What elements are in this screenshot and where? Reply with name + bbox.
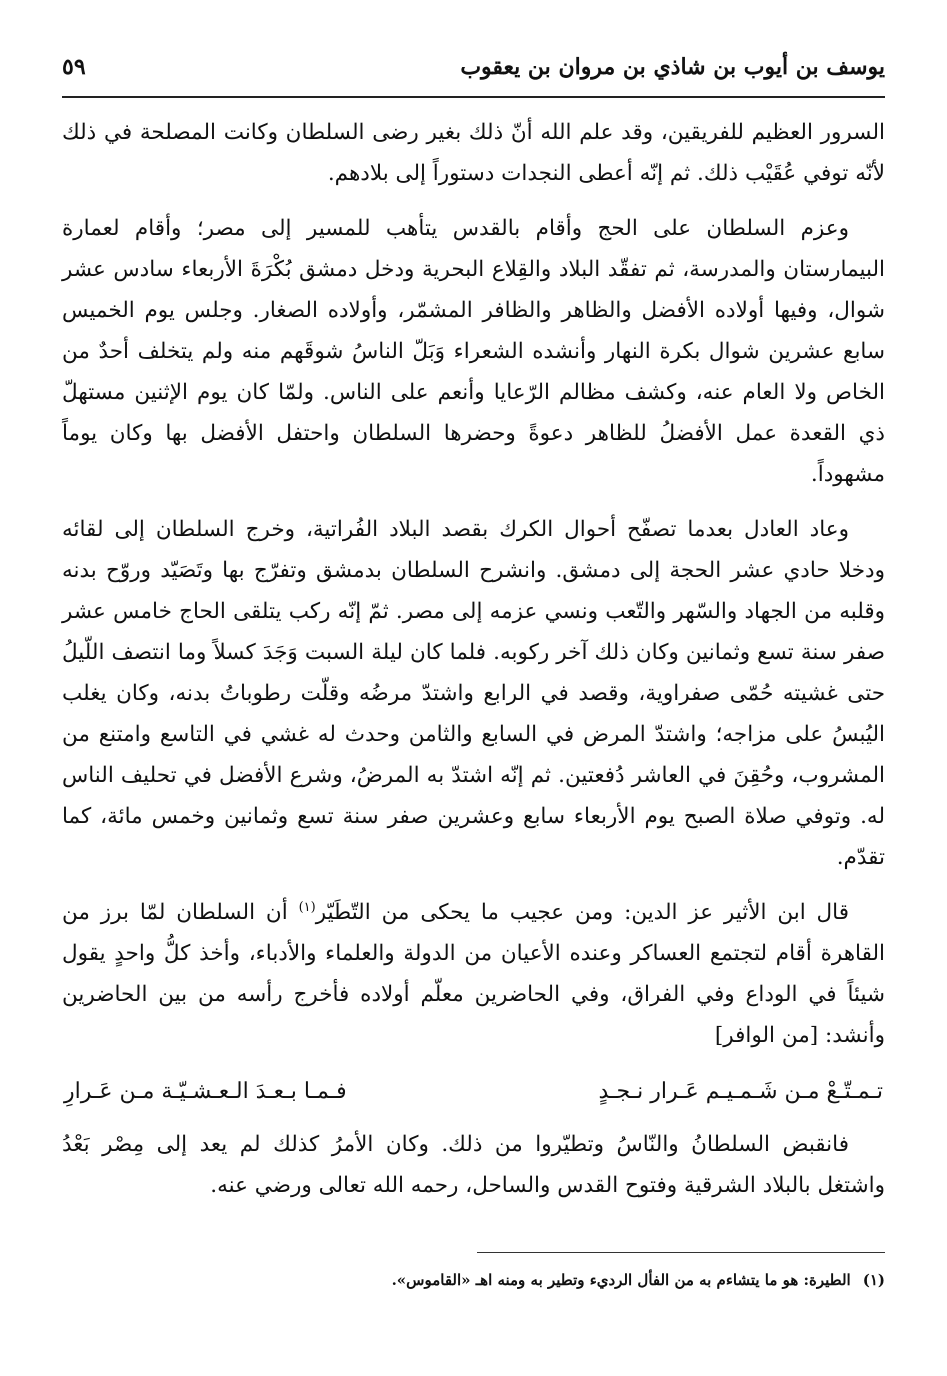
header-rule	[62, 96, 885, 98]
page-number: ٥٩	[62, 54, 86, 80]
page-body	[62, 112, 885, 1220]
closing-paragraph: فانقبض السلطانُ والنّاسُ وتطيّروا من ذلك. وكان الأمرُ كذلك لم يعد إلى مِصْر بَعْدُ واشتغل بالبلاد الشرقية وفتوح القدس والساحل، رحمه الله تعالى ورضي عنه.	[62, 1132, 885, 1198]
quote-intro-before: قال ابن الأثير عز الدين: ومن عجيب ما يحكى من التّطَيّر	[315, 900, 849, 925]
footnote-rule	[477, 1252, 885, 1253]
footnote-marker: (١)	[298, 899, 316, 915]
page-header	[62, 54, 885, 92]
quote-intro-after: أن السلطان لمّا برز من القاهرة أقام لتجتمع العساكر وعنده الأعيان من الدولة والعلماء والأدباء، وأخذ كلُّ واحدٍ يقول شيئاً في الوداع وفي الفراق، وفي الحاضرين معلّم أولاده فأخرج رأسه من بين الحاضرين وأنشد: [من الوافر]	[62, 900, 885, 1048]
paragraph-2: وعزم السلطان على الحج وأقام بالقدس يتأهب للمسير إلى مصر؛ وأقام لعمارة البيمارستان والمدرسة، ثم تفقّد البلاد والقِلاع البحرية ودخل دمشق بُكْرَةَ الأربعاء سادس عشر شوال، وفيها أولاده الأفضل والظاهر والظافر المشمّر، وأولاده الصغار. وجلس يوم الخميس سابع عشرين شوال بكرة النهار وأنشده الشعراء وَبَلّ الناسُ شوقَهم منه ولم يتخلف أحدٌ من الخاص ولا العام عنه، وكشف مظالم الرّعايا وأنعم على الناس. ولمّا كان يوم الإثنين مستهلّ ذي القعدة عمل الأفضلُ للظاهر دعوةً وحضرها السلطان واحتفل الأفضل بها وكان يوماً مشهوداً.	[62, 216, 885, 487]
quote-intro-paragraph	[62, 892, 885, 1056]
verse-second-hemistich: فـمـا بـعـدَ الـعـشـيّـة مـن عَـرارِ	[64, 1079, 347, 1104]
paragraph-1: السرور العظيم للفريقين، وقد علم الله أنّ ذلك بغير رضى السلطان وكانت المصلحة في ذلك لأنّه توفي عُقَيْب ذلك. ثم إنّه أعطى النجدات دستوراً إلى بلادهم.	[62, 120, 885, 186]
verse-line	[62, 1070, 885, 1114]
footnote-text: الطيرة: هو ما يتشاءم به من الفأل الرديء وتطير به ومنه اهـ «القاموس».	[391, 1271, 851, 1289]
verse-first-hemistich: تـمـتّـعْ مـن شَـمـيـم عَـرار نـجـدٍ	[598, 1079, 883, 1104]
footnote-number: (١)	[862, 1271, 885, 1289]
footnote	[62, 1268, 885, 1292]
running-head: يوسف بن أيوب بن شاذي بن مروان بن يعقوب	[460, 54, 885, 80]
paragraph-3: وعاد العادل بعدما تصفّح أحوال الكرك بقصد البلاد الفُراتية، وخرج السلطان إلى لقائه ودخلا حادي عشر الحجة إلى دمشق. وانشرح السلطان بدمشق وتفرّج بها وتَصَيّد وروّح بدنه وقلبه من الجهاد والسّهر والتّعب ونسي عزمه إلى مصر. ثمّ إنّه ركب يتلقى الحاج خامس عشر صفر سنة تسع وثمانين وكان ذلك آخر ركوبه. فلما كان ليلة السبت وَجَدَ كسلاً وما انتصف اللّيلُ حتى غشيته حُمّى صفراوية، وقصد في الرابع واشتدّ مرضُه وقلّت رطوباتُ بدنه، وكان يغلب اليُبسُ على مزاجه؛ واشتدّ المرض في السابع والثامن وحدث له غشي في التاسع وامتنع من المشروب، وحُقِنَ في العاشر دُفعتين. ثم إنّه اشتدّ به المرضُ، وشرع الأفضل في تحليف الناس له. وتوفي صلاة الصبح يوم الأربعاء سابع وعشرين صفر سنة تسع وثمانين وخمس مائة، كما تقدّم.	[62, 517, 885, 870]
